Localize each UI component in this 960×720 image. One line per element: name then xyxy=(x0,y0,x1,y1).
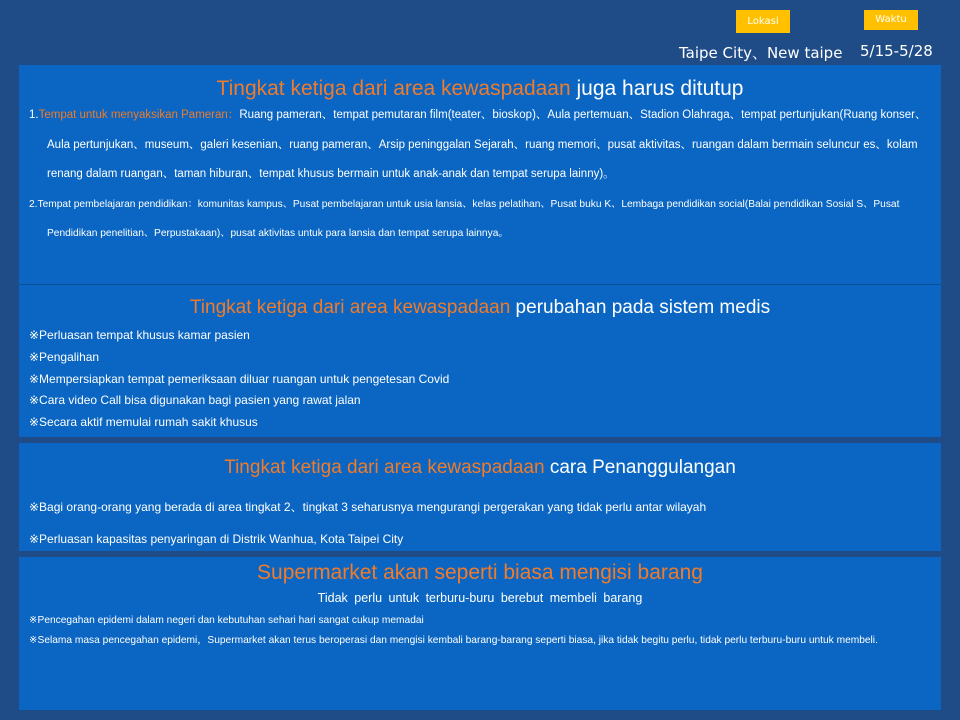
closure-panel-title xyxy=(19,77,941,101)
closure-title-rest: juga harus ditutup xyxy=(570,77,744,100)
supermarket-subtitle: Tidak perlu untuk terburu-buru berebut membeli barang xyxy=(317,591,643,605)
list-item: ※Secara aktif memulai rumah sakit khusus xyxy=(29,415,258,430)
list-item: ※Perluasan tempat khusus kamar pasien xyxy=(29,328,250,342)
list-item: ※Selama masa pencegahan epidemi，Supermarket akan terus beroperasi dan mengisi kembali barang-barang seperti biasa, jika tidak begitu perlu, tidak perlu terburu-buru untuk membeli. xyxy=(29,635,878,646)
list-item: ※Perluasan kapasitas penyaringan di Distrik Wanhua, Kota Taipei City xyxy=(29,532,404,546)
closure-item-number: 1. xyxy=(29,109,39,121)
countermeasure-panel xyxy=(19,443,941,551)
list-item: ※Cara video Call bisa digunakan bagi pasien yang rawat jalan xyxy=(29,393,361,408)
list-item: ※Bagi orang-orang yang berada di area tingkat 2、tingkat 3 seharusnya mengurangi pergerakan yang tidak perlu antar wilayah xyxy=(29,500,707,514)
lokasi-tag: Lokasi xyxy=(736,10,790,33)
closure-item-label: Tempat untuk menyaksikan Pameran： xyxy=(38,109,240,121)
medical-title-rest: perubahan pada sistem medis xyxy=(510,297,771,318)
closure-title-highlight: Tingkat ketiga dari area kewaspadaan xyxy=(216,77,571,100)
countermeasure-title-rest: cara Penanggulangan xyxy=(544,457,736,478)
date-range-value: 5/15-5/28 xyxy=(860,42,933,60)
medical-panel-title xyxy=(19,297,941,319)
waktu-tag: Waktu xyxy=(864,10,918,30)
countermeasure-panel-title xyxy=(19,457,941,479)
medical-panel xyxy=(19,284,941,437)
supermarket-panel xyxy=(19,557,941,710)
countermeasure-title-highlight: Tingkat ketiga dari area kewaspadaan xyxy=(224,457,545,478)
closure-item-exhibition xyxy=(29,101,931,190)
list-item: ※Pengalihan xyxy=(29,349,100,364)
list-item: ※Pencegahan epidemi dalam negeri dan kebutuhan sehari hari sangat cukup memadai xyxy=(29,615,424,626)
closure-item-text: Ruang pameran、tempat pemutaran film(teater、bioskop)、Aula pertemuan、Stadion Olahraga、tempat pertunjukan(Ruang konser、Aula pertunjukan、museum、galeri kesenian、ruang pameran、Arsip peninggalan Sejarah、ruang memori、pusat aktivitas、ruangan dalam bermain seluncur es、kolam renang dalam ruangan、taman hiburan、tempat khusus bermain untuk anak-anak dan tempat serupa lainny)。 xyxy=(47,109,927,180)
closure-panel xyxy=(19,65,941,284)
location-value: Taipe City、New taipe xyxy=(679,44,843,62)
closure-item-education: 2.Tempat pembelajaran pendidikan：komunitas kampus、Pusat pembelajaran untuk usia lansia、kelas pelatihan、Pusat buku K、Lembaga pendidikan social(Balai pendidikan Sosial S、Pusat Pendidikan penelitian、Perpustakaan)、pusat aktivitas untuk para lansia dan tempat serupa lainnya。 xyxy=(29,198,900,239)
supermarket-panel-title: Supermarket akan seperti biasa mengisi barang xyxy=(257,561,703,584)
medical-title-highlight: Tingkat ketiga dari area kewaspadaan xyxy=(189,297,511,318)
list-item: ※Mempersiapkan tempat pemeriksaan diluar ruangan untuk pengetesan Covid xyxy=(29,371,450,386)
